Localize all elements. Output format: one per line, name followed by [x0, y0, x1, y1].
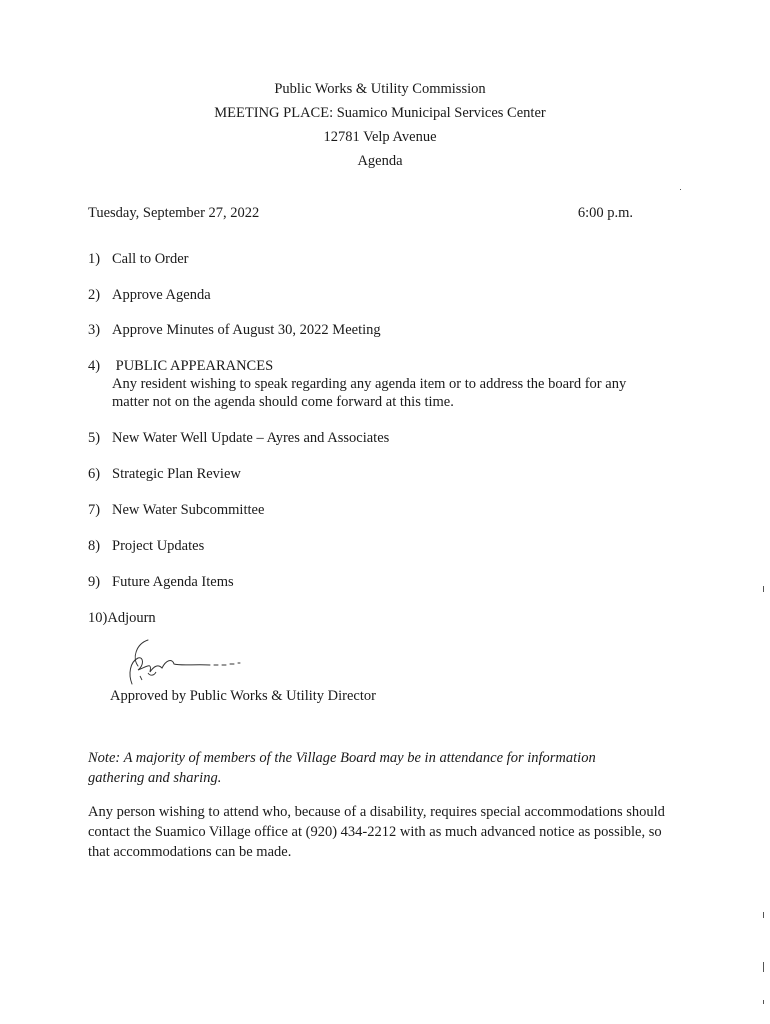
agenda-item-6 [88, 465, 241, 483]
agenda-item-detail: Any resident wishing to speak regarding any agenda item or to address the board for any matter not on the agenda should come forward at this time. [112, 376, 627, 410]
document-title: Agenda [357, 153, 403, 169]
agenda-item-text: PUBLIC APPEARANCES [112, 358, 274, 374]
agenda-item-number: 1) [88, 251, 101, 267]
agenda-item-9 [88, 573, 234, 591]
agenda-item-number: 9) [88, 574, 101, 590]
agenda-item-3 [88, 321, 381, 339]
agenda-item-text: New Water Well Update – Ayres and Associates [112, 430, 390, 446]
agenda-item-text: Future Agenda Items [112, 574, 234, 590]
agenda-item-number: 2) [88, 287, 101, 303]
scan-speck [763, 1000, 764, 1004]
agenda-item-number: 3) [88, 322, 101, 338]
agenda-item-number: 4) [88, 358, 101, 374]
agenda-item-8 [88, 537, 204, 555]
meeting-dateline [88, 205, 633, 222]
agenda-item-number: 5) [88, 430, 101, 446]
meeting-address: 12781 Velp Avenue [323, 129, 437, 145]
scan-speck [763, 962, 764, 972]
agenda-item-text: Adjourn [107, 610, 156, 626]
scan-speck [763, 912, 764, 918]
agenda-item-text: Strategic Plan Review [112, 466, 241, 482]
meeting-time: 6:00 p.m. [577, 205, 633, 221]
agenda-item-2 [88, 286, 211, 304]
agenda-item-text: Approve Agenda [112, 287, 211, 303]
agenda-item-text: New Water Subcommittee [112, 502, 265, 518]
director-signature [118, 636, 248, 691]
meeting-date: Tuesday, September 27, 2022 [88, 205, 260, 221]
agenda-item-number: 8) [88, 538, 101, 554]
agenda-item-10 [88, 609, 156, 627]
agenda-item-number: 10) [88, 610, 108, 626]
agenda-item-text: Call to Order [112, 251, 189, 267]
agenda-item-7 [88, 501, 264, 519]
agenda-item-text: Project Updates [112, 538, 205, 554]
meeting-place: MEETING PLACE: Suamico Municipal Services Center [214, 105, 546, 121]
scan-speck [763, 586, 764, 592]
agenda-item-1 [88, 250, 189, 268]
agenda-header [0, 77, 770, 173]
agenda-item-number: 6) [88, 466, 101, 482]
approval-line: Approved by Public Works & Utility Director [110, 688, 376, 704]
commission-title: Public Works & Utility Commission [274, 81, 486, 97]
agenda-item-5 [88, 429, 389, 447]
agenda-item-number: 7) [88, 502, 101, 518]
accommodations-notice: Any person wishing to attend who, because of a disability, requires special accommodations should contact the Suamico Village office at (920) 434-2212 with as much advanced notice as possible, so that accommodations can be made. [88, 804, 665, 860]
board-attendance-note: Note: A majority of members of the Village Board may be in attendance for information gathering and sharing. [88, 750, 596, 786]
scan-speck [680, 189, 681, 190]
agenda-item-4 [88, 357, 652, 411]
agenda-item-text: Approve Minutes of August 30, 2022 Meeting [112, 322, 381, 338]
